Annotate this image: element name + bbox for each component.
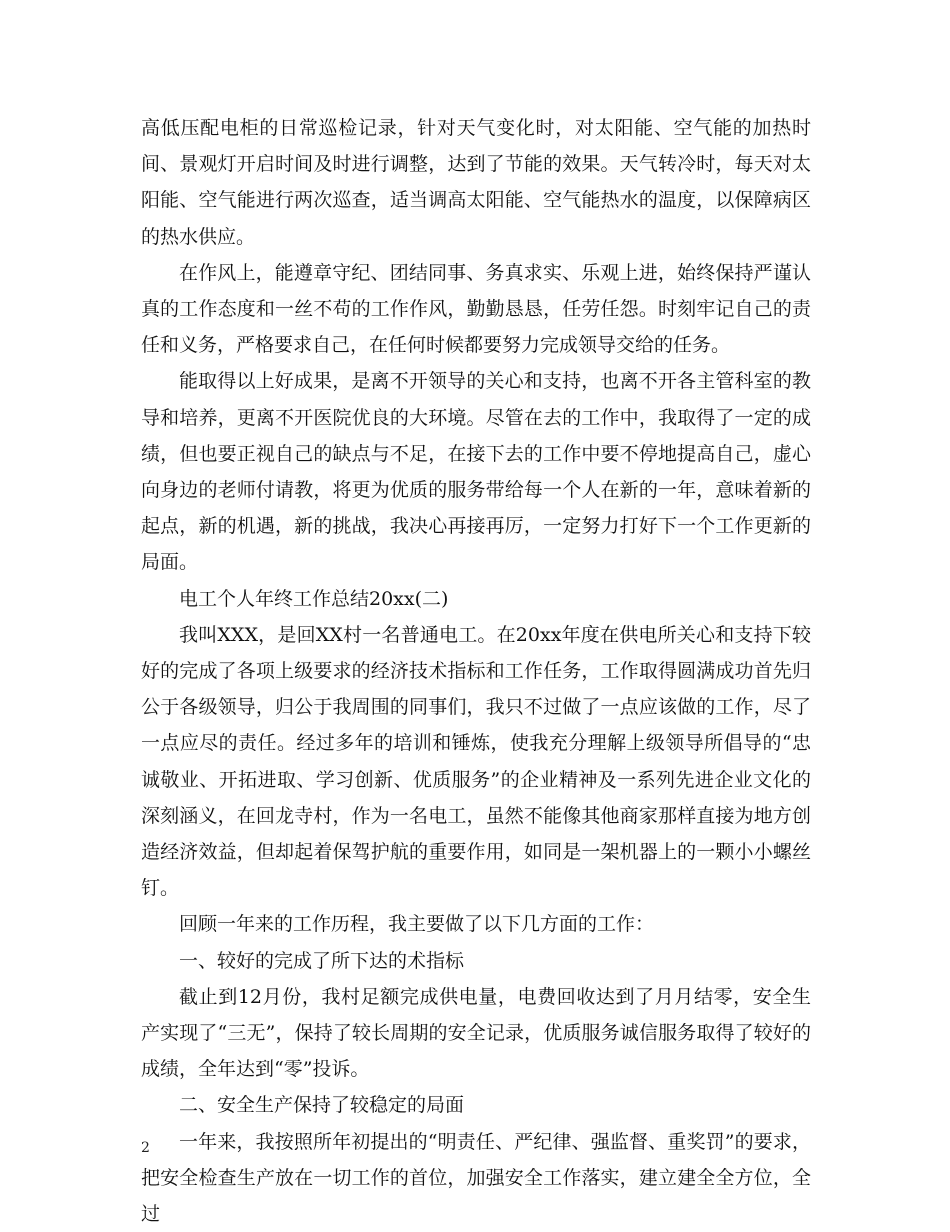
paragraph-7: 一年来，我按照所年初提出的“明责任、严纪律、强监督、重奖罚”的要求，把安全检查生产放在一切工作的首位，加强安全工作落实，建立建全全方位，全过: [141, 1130, 811, 1226]
paragraph-1: 高低压配电柜的日常巡检记录，针对天气变化时，对太阳能、空气能的加热时间、景观灯开启时间及时进行调整，达到了节能的效果。天气转冷时，每天对太阳能、空气能进行两次巡查，适当调高太阳能、空气能热水的温度，以保障病区的热水供应。: [141, 117, 811, 248]
paragraph-5: 回顾一年来的工作历程，我主要做了以下几方面的工作：: [179, 913, 655, 936]
paragraph-6: 截止到12月份，我村足额完成供电量，电费回收达到了月月结零，安全生产实现了“三无”，保持了较长周期的安全记录，优质服务诚信服务取得了较好的成绩，全年达到“零”投诉。: [141, 985, 811, 1081]
paragraph-2: 在作风上，能遵章守纪、团结同事、务真求实、乐观上进，始终保持严谨认真的工作态度和一丝不苟的工作作风，勤勤恳恳，任劳任怨。时刻牢记自己的责任和义务，严格要求自己，在任何时候都要努力完成领导交给的任务。: [141, 261, 811, 357]
heading-1: 一、较好的完成了所下达的术指标: [179, 949, 465, 972]
document-body: [141, 110, 811, 1232]
paragraph-4: 我叫XXX，是回XX村一名普通电工。在20xx年度在供电所关心和支持下较好的完成了各项上级要求的经济技术指标和工作任务，工作取得圆满成功首先归公于各级领导，归公于我周围的同事们，我只不过做了一点应该做的工作，尽了一点应尽的责任。经过多年的培训和锤炼，使我充分理解上级领导所倡导的“忠诚敬业、开拓进取、学习创新、优质服务”的企业精神及一系列先进企业文化的深刻涵义，在回龙寺村，作为一名电工，虽然不能像其他商家那样直接为地方创造经济效益，但却起着保驾护航的重要作用，如同是一架机器上的一颗小小螺丝钉。: [141, 623, 811, 900]
section-title: 电工个人年终工作总结20xx(二): [179, 587, 449, 610]
heading-2: 二、安全生产保持了较稳定的局面: [179, 1094, 465, 1117]
paragraph-3: 能取得以上好成果，是离不开领导的关心和支持，也离不开各主管科室的教导和培养，更离不开医院优良的大环境。尽管在去的工作中，我取得了一定的成绩，但也要正视自己的缺点与不足，在接下去的工作中要不停地提高自己，虚心向身边的老师付请教，将更为优质的服务带给每一个人在新的一年，意味着新的起点，新的机遇，新的挑战，我决心再接再厉，一定努力打好下一个工作更新的局面。: [141, 370, 811, 574]
page-number: 2: [141, 1140, 150, 1156]
